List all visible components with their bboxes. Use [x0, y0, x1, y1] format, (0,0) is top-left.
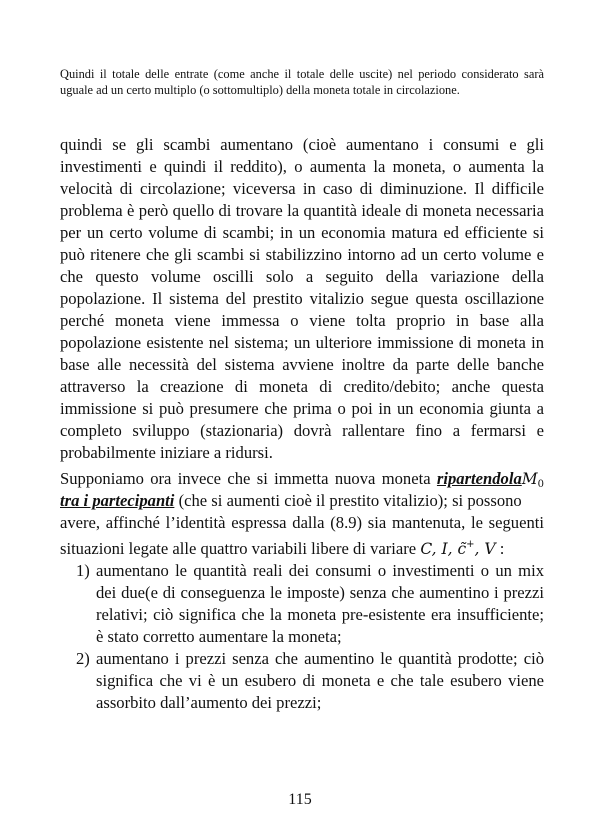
list-item-text: aumentano i prezzi senza che aumentino le quantità prodotte; ciò significa che vi è un esubero di moneta e che tale esubero viene assorbito dall’aumento dei prezzi; — [96, 649, 544, 712]
page-number: 115 — [288, 791, 312, 808]
paragraph-supponiamo-start: Supponiamo ora invece che si immetta nuova moneta — [60, 469, 431, 488]
list-item — [60, 560, 544, 648]
math-variables: C, I, c̃+, V — [420, 539, 496, 558]
math-m0: $M_0$ — [521, 470, 544, 490]
list-item-number: 1) — [76, 561, 90, 580]
list-item-text: aumentano le quantità reali dei consumi o investimenti o un mix dei due(e di conseguenza le imposte) senza che aumentino i prezzi relativi; ciò significa che la moneta pre-esistente era insufficiente; è stato corretto aumentare la moneta; — [96, 561, 544, 646]
numbered-list — [60, 560, 544, 714]
paragraph-supponiamo-colon: : — [495, 539, 505, 558]
emphasis-ripartendola: ripartendola tra i partecipanti — [60, 469, 522, 510]
list-item — [60, 648, 544, 714]
paragraph-supponiamo — [60, 468, 544, 560]
main-text — [60, 134, 544, 714]
list-item-number: 2) — [76, 649, 90, 668]
paragraph-continuation: quindi se gli scambi aumentano (cioè aumentano i consumi e gli investimenti e quindi il reddito), o aumenta la moneta, o aumenta la velocità di circolazione; viceversa in caso di diminuzione. Il difficile problema è però quello di trovare la quantità ideale di moneta necessaria per un certo volume di scambi; in un economia matura ed efficiente si può ritenere che gli scambi si stabilizzino intorno ad un certo volume e che questo volume oscilli solo a seguito della variazione della popolazione. Il sistema del prestito vitalizio segue questa oscillazione perché moneta viene immessa o viene tolta proprio in base alla popolazione esistente nel sistema; un ulteriore immissione di moneta in base alle necessità del sistema avviene inoltre da parte delle banche attraverso la creazione di moneta di credito/debito; anche questa immissione si può presumere che prima o poi in un economia giunta a completo sviluppo (stazionaria) dovrà rallentare fino a fermarsi e probabilmente iniziare a ridursi. — [60, 135, 544, 462]
paragraph-supponiamo-middle: (che si aumenti cioè il prestito vitalizio); si possono avere, affinché l’identità espressa dalla (8.9) sia mantenuta, le seguenti situazioni legate alle quattro variabili libere di variare — [60, 491, 544, 558]
footnote-text: Quindi il totale delle entrate (come anche il totale delle uscite) nel periodo considerato sarà uguale ad un certo multiplo (o sottomultiplo) della moneta totale in circolazione. — [60, 67, 544, 97]
